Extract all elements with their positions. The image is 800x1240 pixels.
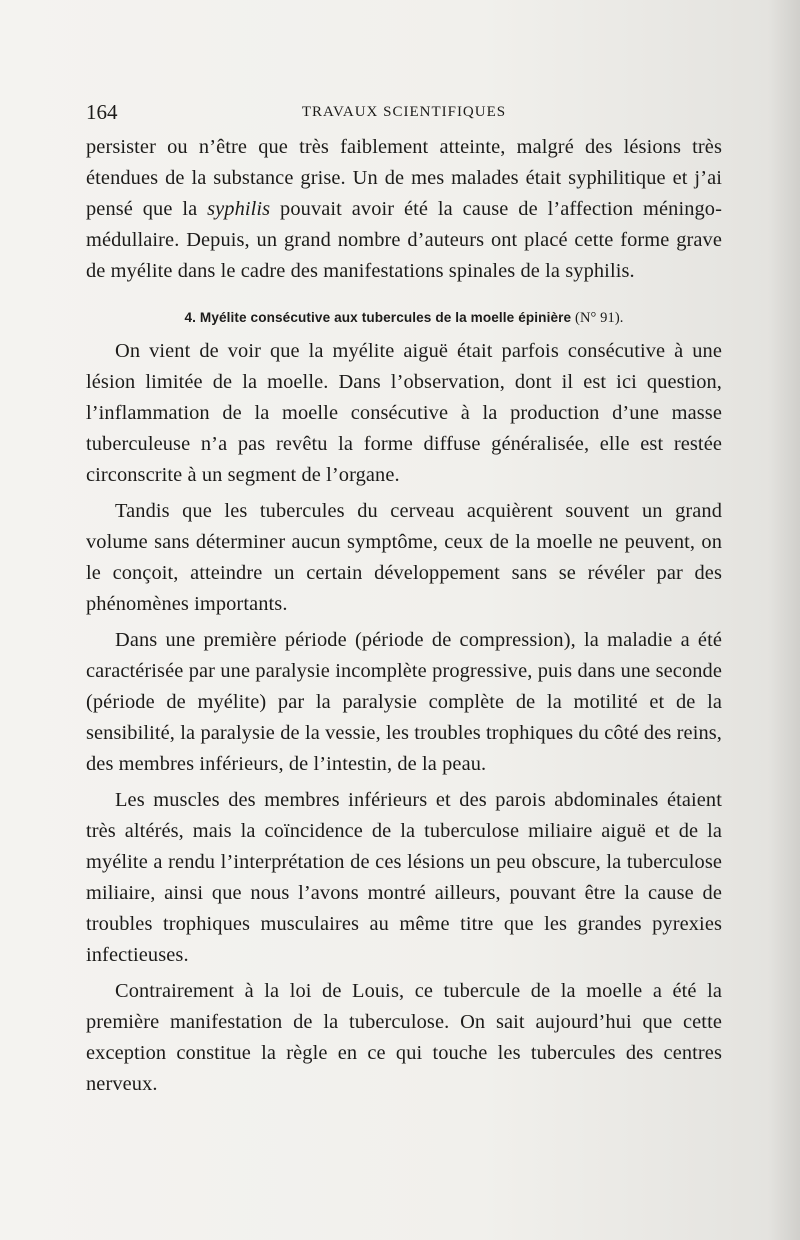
section-reference: (N° 91). [575,310,624,326]
page-body [86,132,722,1100]
paragraph-text: pouvait avoir été la cause de l’affection méningo-médullaire. Depuis, un grand nombre d’auteurs ont placé cette forme grave de myélite dans le cadre des manifestations spinales de la syphilis. [86,198,722,282]
paragraph: Dans une première période (période de compression), la maladie a été caractérisée par une paralysie incomplète progressive, puis dans une seconde (période de myélite) par la paralysie complète de la motilité et de la sensibilité, la paralysie de la vessie, les troubles trophiques du côté des reins, des membres inférieurs, de l’intestin, de la peau. [86,629,722,775]
paragraph-continuation [86,132,722,287]
section-title: Myélite consécutive aux tubercules de la moelle épinière [199,310,572,325]
italic-term: syphilis [207,198,271,220]
page-number: 164 [86,100,118,124]
paragraph: Contrairement à la loi de Louis, ce tubercule de la moelle a été la première manifestation de la tuberculose. On sait aujourd’hui que cette exception constitue la règle en ce qui touche les tubercules des centres nerveux. [86,980,722,1095]
page-header [86,100,722,130]
paragraph: Tandis que les tubercules du cerveau acquièrent souvent un grand volume sans déterminer aucun symptôme, ceux de la moelle ne peuvent, on le conçoit, atteindre un certain développement sans se révéler par des phénomènes importants. [86,500,722,615]
paragraph: On vient de voir que la myélite aiguë était parfois consécutive à une lésion limitée de la moelle. Dans l’observation, dont il est ici question, l’inflammation de la moelle consécutive à la production d’une masse tuberculeuse n’a pas revêtu la forme diffuse généralisée, elle est restée circonscrite à un segment de l’organe. [86,340,722,486]
paragraph-text: persister ou n’être que très faiblement atteinte, malgré des lésions très étendues de la substance grise. Un de mes malades était syphilitique et j’ai pensé que la [86,136,722,220]
section-heading [86,308,722,328]
running-title: TRAVAUX SCIENTIFIQUES [301,104,507,120]
paragraph: Les muscles des membres inférieurs et des parois abdominales étaient très altérés, mais la coïncidence de la tuberculose miliaire aiguë et de la myélite a rendu l’interprétation de ces lésions un peu obscure, la tuberculose miliaire, ainsi que nous l’avons montré ailleurs, pouvant être la cause de troubles trophiques musculaires au même titre que les grandes pyrexies infectieuses. [86,789,722,966]
section-number: 4. [184,310,196,325]
